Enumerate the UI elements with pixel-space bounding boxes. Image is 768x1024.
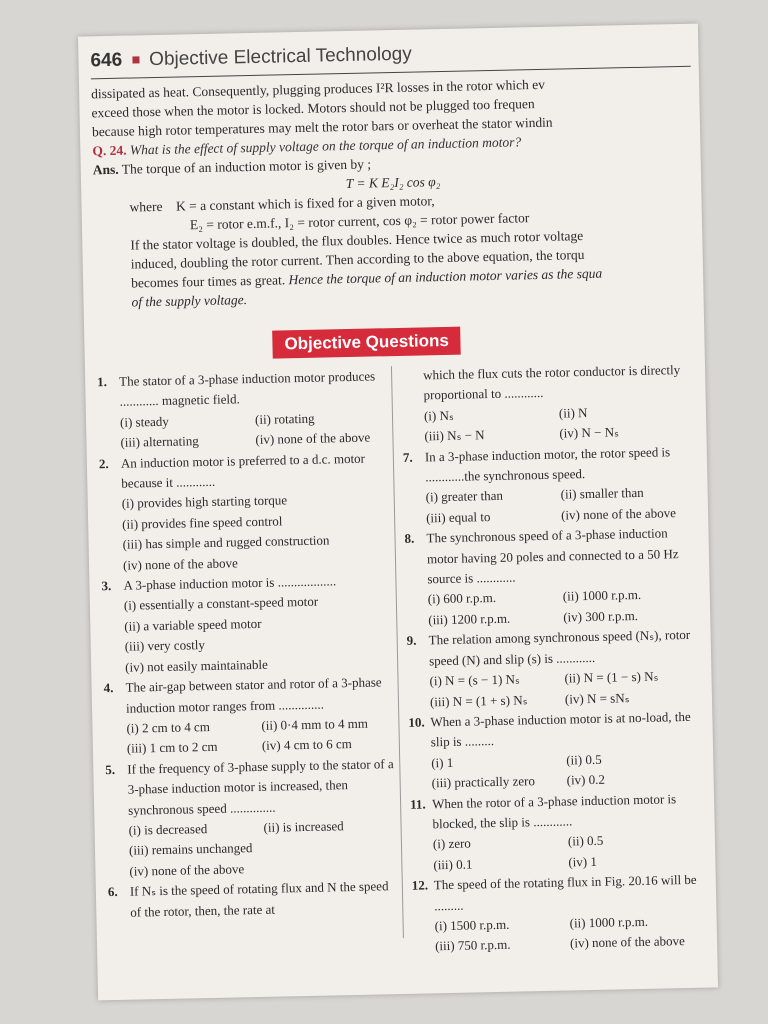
q-number: 11. [409, 796, 426, 812]
q-text: which the flux cuts the rotor conductor is directly proportional to ............ [422, 362, 681, 403]
q-text: An induction motor is preferred to a d.c. motor because it ............ [120, 450, 366, 491]
q-text: When a 3-phase induction motor is at no-load, the slip is ......... [430, 708, 691, 750]
question-8 [404, 523, 697, 590]
option: (i) steady [119, 413, 169, 430]
option: (ii) a variable speed motor [124, 615, 262, 634]
option: (i) provides high starting torque [121, 492, 288, 512]
q-number: 9. [406, 632, 417, 649]
q-text: In a 3-phase induction motor, the rotor speed is ............the synchronous speed. [424, 443, 671, 485]
q-number: 1. [97, 374, 108, 390]
header-bullet [132, 56, 139, 63]
option: (iii) remains unchanged [128, 840, 253, 859]
q-number: 4. [103, 680, 114, 696]
option: (iii) N = (1 + s) Nₛ [429, 691, 528, 709]
q-number: 5. [105, 761, 116, 777]
option: (iv) none of the above [255, 429, 371, 448]
intro-section [91, 72, 696, 313]
option: (i) N = (s − 1) Nₛ [429, 671, 520, 689]
book-page [78, 24, 718, 1001]
intro-line: because high rotor temperatures may melt the rotor bars or overheat the stator windin [91, 114, 553, 140]
question-1 [97, 366, 390, 413]
right-column [401, 360, 705, 958]
option: (iv) N − Nₛ [559, 424, 620, 441]
q-number: 6. [107, 884, 118, 900]
option: (i) greater than [425, 488, 504, 505]
section-banner: Objective Questions [272, 327, 461, 359]
option-marked: (iii) practically zero [431, 773, 536, 791]
para-line: induced, doubling the rotor current. Then according to the above equation, the torqu [130, 247, 585, 272]
ans-text: The torque of an induction motor is given by ; [121, 156, 372, 177]
option: (ii) N [558, 404, 588, 421]
q-text: The relation among synchronous speed (Nₛ), rotor speed (N) and slip (s) is ............ [428, 627, 691, 669]
q-number: 7. [402, 449, 413, 465]
option: (iv) none of the above [129, 861, 245, 879]
question-4 [103, 672, 396, 719]
q-text: What is the effect of supply voltage on the torque of an induction motor? [129, 134, 522, 158]
question-12 [412, 870, 705, 917]
q-text: If the frequency of 3-phase supply to the stator of a 3-phase induction motor is increased, then synchronous speed .............. [127, 755, 394, 818]
option: (i) 600 r.p.m. [427, 590, 497, 607]
option: (ii) 0.5 [566, 751, 602, 768]
q-text: If Nₛ is the speed of rotating flux and N the speed of the rotor, then, the rate at [129, 878, 389, 920]
option-marked: (iv) 300 r.p.m. [563, 607, 639, 625]
q-number-blank [401, 365, 424, 406]
option-marked: (ii) 0·4 mm to 4 mm [261, 715, 369, 733]
option-marked: (ii) is increased [263, 818, 344, 835]
left-column [97, 366, 400, 923]
question-11 [410, 788, 703, 835]
intro-line: dissipated as heat. Consequently, plugging produces I²R losses in the rotor which ev [91, 76, 546, 102]
page-number: 646 [90, 49, 123, 72]
para-text: becomes four times as great. [130, 272, 286, 291]
question-5 [105, 754, 398, 821]
question-2 [99, 448, 392, 495]
option: (iii) 1 cm to 2 cm [126, 739, 218, 757]
option: (ii) 0.5 [567, 833, 604, 849]
q-number: 8. [404, 530, 415, 547]
q-label: Q. 24. [92, 142, 127, 159]
option-marked: (i) essentially a constant-speed motor [123, 594, 319, 614]
option-marked: (i) 1500 r.p.m. [434, 916, 510, 934]
q-number: 2. [98, 455, 109, 471]
q-text: The air-gap between stator and rotor of a 3-phase induction motor ranges from .............. [125, 674, 382, 716]
option: (iv) not easily maintainable [125, 656, 268, 675]
question-9 [406, 625, 699, 672]
option: (ii) provides fine speed control [122, 513, 283, 532]
option-marked: (iv) 1 [568, 853, 598, 870]
option: (iv) none of the above [122, 555, 238, 573]
option: (iii) alternating [120, 433, 199, 451]
intro-line: exceed those when the motor is locked. Motors should not be plugged too frequen [91, 96, 535, 121]
option: (i) 1 [431, 754, 454, 771]
para-italic: Hence the torque of an induction motor varies as the squa [288, 265, 603, 288]
q-text: The stator of a 3-phase induction motor produces ............ magnetic field. [119, 368, 376, 410]
option: (ii) 1000 r.p.m. [562, 587, 642, 605]
option: (iv) 4 cm to 6 cm [261, 736, 352, 754]
option: (i) is decreased [128, 821, 208, 838]
option: (iv) 0.2 [566, 771, 606, 788]
option: (iv) none of the above [560, 505, 677, 523]
option: (iii) 0.1 [433, 856, 473, 873]
option: (iv) N = sNₛ [564, 689, 630, 707]
q-number: 10. [408, 714, 425, 730]
book-title: Objective Electrical Technology [148, 43, 412, 71]
option-marked: (iii) has simple and rugged construction [122, 532, 330, 553]
para-line: of the supply voltage. [131, 292, 248, 310]
para-line: If the stator voltage is doubled, the flux doubles. Hence twice as much rotor voltage [130, 228, 584, 253]
question-6-continued [401, 360, 694, 407]
q-number: 3. [101, 578, 112, 594]
option: (ii) 1000 r.p.m. [569, 913, 649, 931]
option-marked: (ii) smaller than [560, 485, 644, 503]
option-marked: (ii) rotating [254, 410, 315, 427]
q-number: 12. [411, 877, 429, 893]
q-text: The synchronous speed of a 3-phase induction motor having 20 poles and connected to a 50 Hz source is ............ [426, 525, 679, 587]
option: (iii) very costly [124, 637, 206, 655]
torque-equation: T = K E₂I₂ cos φ₂ [345, 174, 441, 192]
option: (i) Nₛ [423, 407, 454, 424]
question-7 [403, 441, 696, 488]
q-text: The speed of the rotating flux in Fig. 20.16 will be ......... [433, 871, 697, 913]
option: (iv) none of the above [569, 933, 686, 951]
question-10 [408, 707, 701, 754]
q-text: When the rotor of a 3-phase induction motor is blocked, the slip is ............ [431, 790, 677, 832]
option: (iii) 750 r.p.m. [434, 937, 511, 954]
where-line-2: E₂ = rotor e.m.f., I₂ = rotor current, cos φ₂ = rotor power factor [189, 210, 530, 233]
option-marked: (iii) Nₛ − N [424, 427, 485, 444]
question-6 [108, 876, 401, 923]
where-label: where [129, 198, 163, 215]
option-marked: (ii) N = (1 − s) Nₛ [564, 668, 659, 686]
option: (i) 2 cm to 4 cm [126, 718, 211, 736]
option: (i) zero [432, 835, 472, 852]
option: (iii) 1200 r.p.m. [428, 610, 511, 628]
page-header [90, 44, 412, 73]
ans-label: Ans. [92, 161, 119, 178]
q-text: A 3-phase induction motor is .................. [123, 573, 337, 593]
where-text-1: K = a constant which is fixed for a given motor, [175, 193, 435, 214]
option: (iii) equal to [425, 508, 491, 526]
